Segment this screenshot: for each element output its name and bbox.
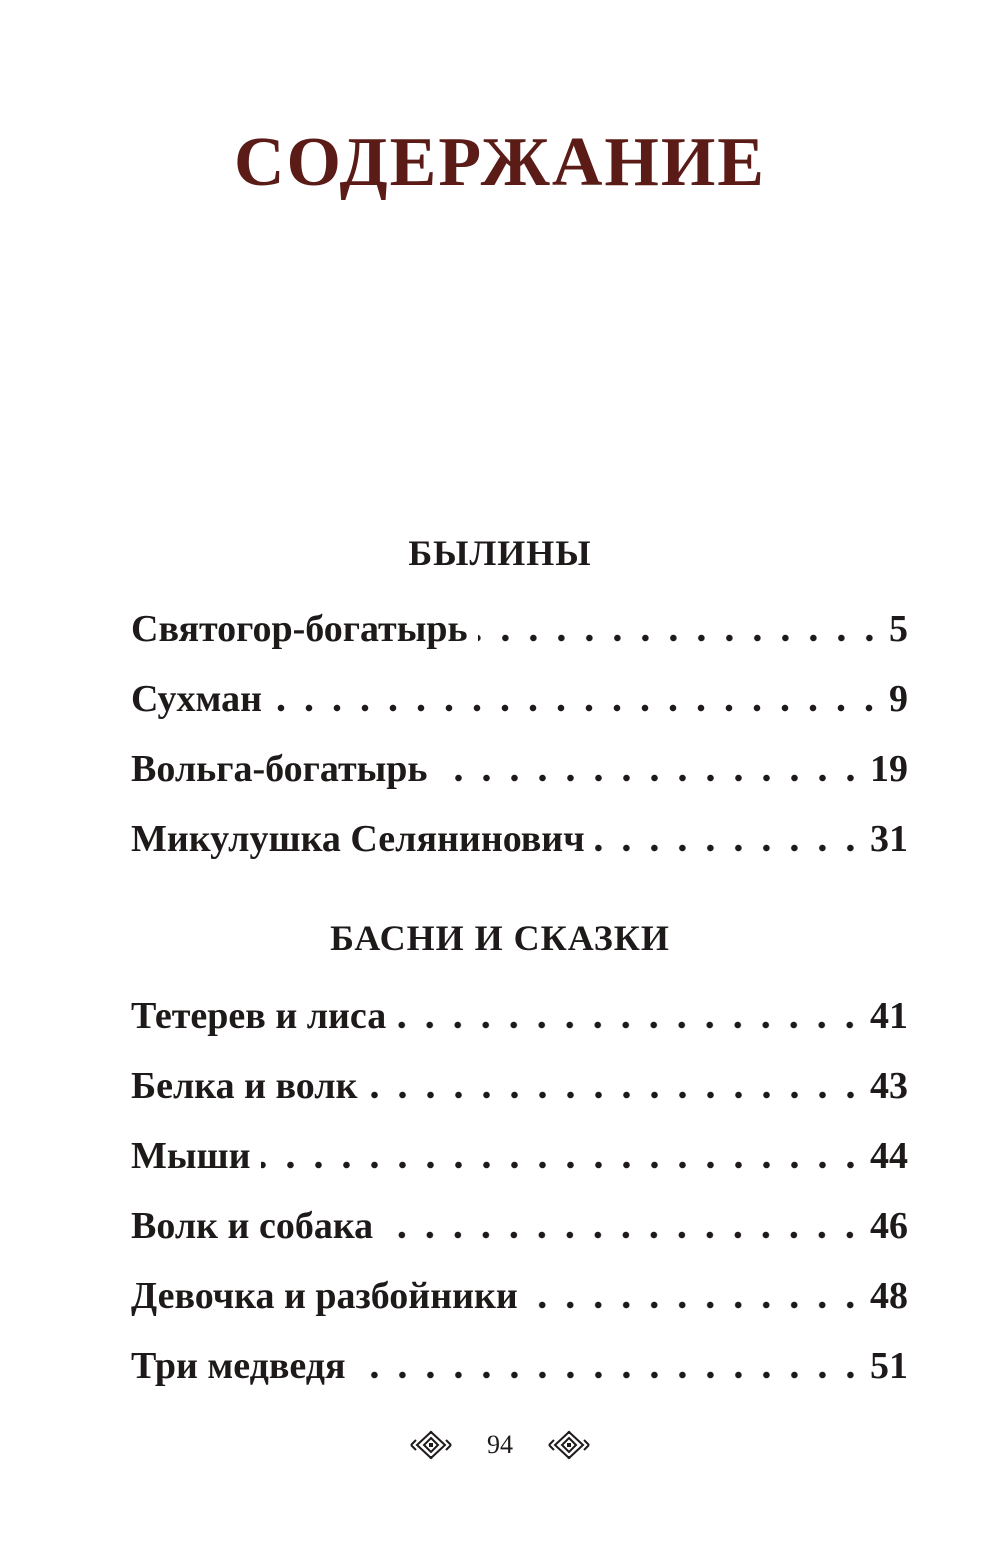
toc-entry-page: 9 bbox=[889, 678, 908, 720]
toc-entry-page: 43 bbox=[870, 1065, 908, 1107]
toc-entry[interactable] bbox=[131, 820, 908, 858]
section-heading-byliny: БЫЛИНЫ bbox=[408, 533, 592, 573]
folk-ornament-icon bbox=[547, 1430, 591, 1460]
toc-entry[interactable] bbox=[131, 680, 908, 718]
toc-entry[interactable] bbox=[131, 1277, 908, 1315]
toc-entry[interactable] bbox=[131, 997, 908, 1035]
toc-entry-page: 41 bbox=[870, 995, 908, 1037]
toc-entry-title: Микулушка Селянинович bbox=[131, 818, 585, 860]
toc-entry-page: 48 bbox=[870, 1275, 908, 1317]
toc-entry[interactable] bbox=[131, 1207, 908, 1245]
toc-entry-title: Сухман bbox=[131, 678, 263, 720]
leader-dots bbox=[383, 1231, 864, 1239]
folk-ornament-icon bbox=[409, 1430, 453, 1460]
toc-entry-page: 31 bbox=[870, 818, 908, 860]
toc-entry[interactable] bbox=[131, 1347, 908, 1385]
toc-entry[interactable] bbox=[131, 750, 908, 788]
leader-dots bbox=[478, 634, 883, 642]
leader-dots bbox=[356, 1371, 864, 1379]
toc-entry-title: Святогор-богатырь bbox=[131, 608, 468, 650]
toc-entry-title: Мыши bbox=[131, 1135, 251, 1177]
page-number: 94 bbox=[487, 1430, 513, 1459]
toc-entry-title: Три медведя bbox=[131, 1345, 346, 1387]
toc-entry-page: 46 bbox=[870, 1205, 908, 1247]
toc-entry-page: 19 bbox=[870, 748, 908, 790]
leader-dots bbox=[368, 1091, 865, 1099]
toc-entry-title: Девочка и разбойники bbox=[131, 1275, 518, 1317]
section-heading-basni-i-skazki: БАСНИ И СКАЗКИ bbox=[330, 918, 670, 958]
leader-dots bbox=[528, 1301, 864, 1309]
toc-entry[interactable] bbox=[131, 1137, 908, 1175]
leader-dots bbox=[438, 774, 864, 782]
toc-entry[interactable] bbox=[131, 610, 908, 648]
toc-entry-page: 5 bbox=[889, 608, 908, 650]
leader-dots bbox=[272, 704, 883, 712]
leader-dots bbox=[261, 1161, 864, 1169]
toc-entry-title: Вольга-богатырь bbox=[131, 748, 428, 790]
page-footer bbox=[0, 1430, 1000, 1460]
toc-entry[interactable] bbox=[131, 1067, 908, 1105]
toc-entry-title: Тетерев и лиса bbox=[131, 995, 387, 1037]
toc-entry-title: Белка и волк bbox=[131, 1065, 358, 1107]
toc-entry-page: 51 bbox=[870, 1345, 908, 1387]
leader-dots bbox=[396, 1021, 864, 1029]
toc-entry-page: 44 bbox=[870, 1135, 908, 1177]
toc-entry-title: Волк и собака bbox=[131, 1205, 374, 1247]
leader-dots bbox=[595, 844, 864, 852]
page-title: СОДЕРЖАНИЕ bbox=[233, 124, 766, 201]
